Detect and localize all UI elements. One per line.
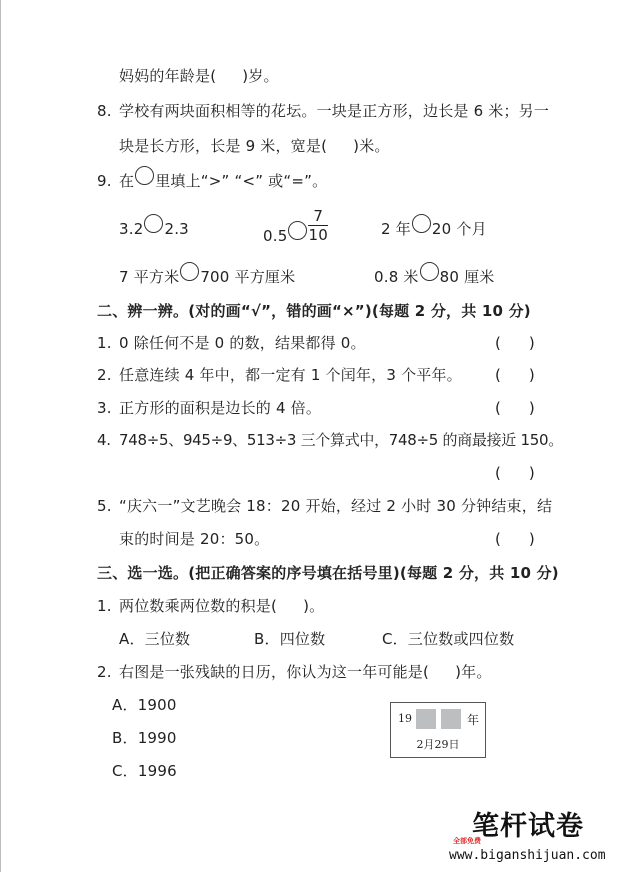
q8-text-before: 块是长方形，长是 9 米，宽是( bbox=[119, 137, 328, 155]
section2-title: 二、辨一辨。(对的画“√”，错的画“×”)(每题 2 分，共 10 分) bbox=[97, 302, 531, 320]
paren-open: ( bbox=[495, 399, 501, 417]
watermark-url[interactable]: www.biganshijuan.com bbox=[449, 848, 606, 863]
judge-item-5-line2: 束的时间是 20：50。 bbox=[119, 530, 270, 548]
q7-text-before: 妈妈的年龄是( bbox=[119, 67, 217, 85]
paren-open: ( bbox=[495, 464, 501, 482]
choice-text-before: 两位数乘两位数的积是( bbox=[119, 597, 278, 615]
section3-title: 三、选一选。(把正确答案的序号填在括号里)(每题 2 分，共 10 分) bbox=[97, 564, 559, 582]
choice-text-after: )。 bbox=[303, 597, 325, 615]
compare-left: 2 年 bbox=[381, 220, 411, 238]
choice-q2 bbox=[97, 662, 492, 682]
compare-item-2 bbox=[263, 205, 328, 245]
q8-line2 bbox=[119, 136, 390, 156]
judge-answer-1[interactable] bbox=[495, 333, 535, 353]
q7-text-after: )岁。 bbox=[242, 67, 279, 85]
compare-item-5 bbox=[374, 266, 494, 287]
question-number: 9. bbox=[97, 172, 112, 190]
judge-text: 0 除任何不是 0 的数，结果都得 0。 bbox=[119, 334, 366, 352]
compare-circle[interactable] bbox=[412, 214, 431, 233]
compare-left: 7 平方米 bbox=[119, 268, 180, 286]
compare-right: 2.3 bbox=[164, 220, 189, 238]
question-number: 1. bbox=[97, 597, 112, 615]
judge-text: “庆六一”文艺晚会 18：20 开始，经过 2 小时 30 分钟结束，结 bbox=[119, 497, 553, 515]
judge-answer-3[interactable] bbox=[495, 398, 535, 418]
paren-close: ) bbox=[528, 366, 535, 384]
watermark-logo-title: 笔杆试卷 bbox=[472, 811, 584, 842]
question-number: 2. bbox=[97, 366, 112, 384]
question-number: 2. bbox=[97, 663, 112, 681]
q8-text-line1: 学校有两块面积相等的花坛。一块是正方形，边长是 6 米；另一 bbox=[119, 102, 550, 120]
judge-item-5-line1 bbox=[97, 496, 552, 516]
compare-circle[interactable] bbox=[180, 262, 199, 281]
missing-digit-box bbox=[416, 709, 436, 729]
compare-circle[interactable] bbox=[288, 221, 307, 240]
torn-calendar-figure bbox=[390, 702, 486, 758]
q9-prompt-after: 里填上“>” “<” 或“=”。 bbox=[155, 172, 328, 190]
choice-q1-option-a[interactable]: A．三位数 bbox=[119, 630, 191, 648]
judge-item-3 bbox=[97, 398, 321, 418]
compare-right: 20 个月 bbox=[431, 220, 487, 238]
judge-text: 748÷5、945÷9、513÷3 三个算式中，748÷5 的商最接近 150。 bbox=[119, 431, 563, 449]
question-number: 8. bbox=[97, 102, 112, 120]
circle-blank-icon bbox=[135, 166, 154, 185]
q7-continuation bbox=[119, 66, 279, 86]
question-number: 5. bbox=[97, 497, 112, 515]
question-number: 4. bbox=[97, 431, 111, 449]
question-number: 3. bbox=[97, 399, 112, 417]
compare-circle[interactable] bbox=[144, 214, 163, 233]
judge-answer-4[interactable] bbox=[495, 463, 535, 483]
paren-close: ) bbox=[528, 399, 535, 417]
judge-answer-2[interactable] bbox=[495, 365, 535, 385]
choice-q1 bbox=[97, 596, 324, 616]
compare-item-3 bbox=[381, 218, 487, 239]
choice-text-before: 右图是一张残缺的日历，你认为这一年可能是( bbox=[119, 663, 430, 681]
compare-item-4 bbox=[119, 266, 295, 287]
paren-open: ( bbox=[495, 530, 501, 548]
choice-q2-option-b[interactable]: B．1990 bbox=[112, 729, 177, 747]
q8-line1 bbox=[97, 101, 549, 121]
judge-answer-5[interactable] bbox=[495, 529, 535, 549]
paren-open: ( bbox=[495, 366, 501, 384]
compare-left: 3.2 bbox=[119, 220, 144, 238]
choice-q2-option-c[interactable]: C．1996 bbox=[112, 762, 177, 780]
judge-item-2 bbox=[97, 365, 462, 385]
question-number: 1. bbox=[97, 334, 112, 352]
fraction-numerator: 7 bbox=[308, 207, 328, 226]
compare-item-1 bbox=[119, 218, 189, 239]
fraction bbox=[308, 207, 328, 244]
fraction-denominator: 10 bbox=[308, 226, 328, 244]
calendar-date: 2月29日 bbox=[416, 738, 460, 751]
compare-right: 80 厘米 bbox=[439, 268, 495, 286]
missing-digit-box bbox=[441, 709, 461, 729]
paren-close: ) bbox=[528, 530, 535, 548]
paren-close: ) bbox=[528, 464, 535, 482]
q9-prompt bbox=[97, 170, 327, 191]
watermark-free-badge: 全部免费 bbox=[453, 837, 481, 845]
compare-circle[interactable] bbox=[420, 262, 439, 281]
q8-text-after: )米。 bbox=[353, 137, 390, 155]
compare-left: 0.8 米 bbox=[374, 268, 419, 286]
compare-left: 0.5 bbox=[263, 227, 288, 245]
paren-close: ) bbox=[528, 334, 535, 352]
q9-prompt-before: 在 bbox=[119, 172, 135, 190]
choice-text-after: )年。 bbox=[455, 663, 492, 681]
judge-text: 任意连续 4 年中，都一定有 1 个闰年，3 个平年。 bbox=[119, 366, 462, 384]
judge-item-1 bbox=[97, 333, 366, 353]
paren-open: ( bbox=[495, 334, 501, 352]
judge-text: 正方形的面积是边长的 4 倍。 bbox=[119, 399, 322, 417]
choice-q1-option-c[interactable]: C．三位数或四位数 bbox=[382, 630, 515, 648]
choice-q1-option-b[interactable]: B．四位数 bbox=[254, 630, 326, 648]
compare-right: 700 平方厘米 bbox=[200, 268, 296, 286]
judge-item-4 bbox=[97, 430, 563, 450]
calendar-year-suffix: 年 bbox=[466, 713, 479, 727]
choice-q2-option-a[interactable]: A．1900 bbox=[112, 696, 177, 714]
calendar-year-prefix: 19 bbox=[398, 712, 412, 725]
